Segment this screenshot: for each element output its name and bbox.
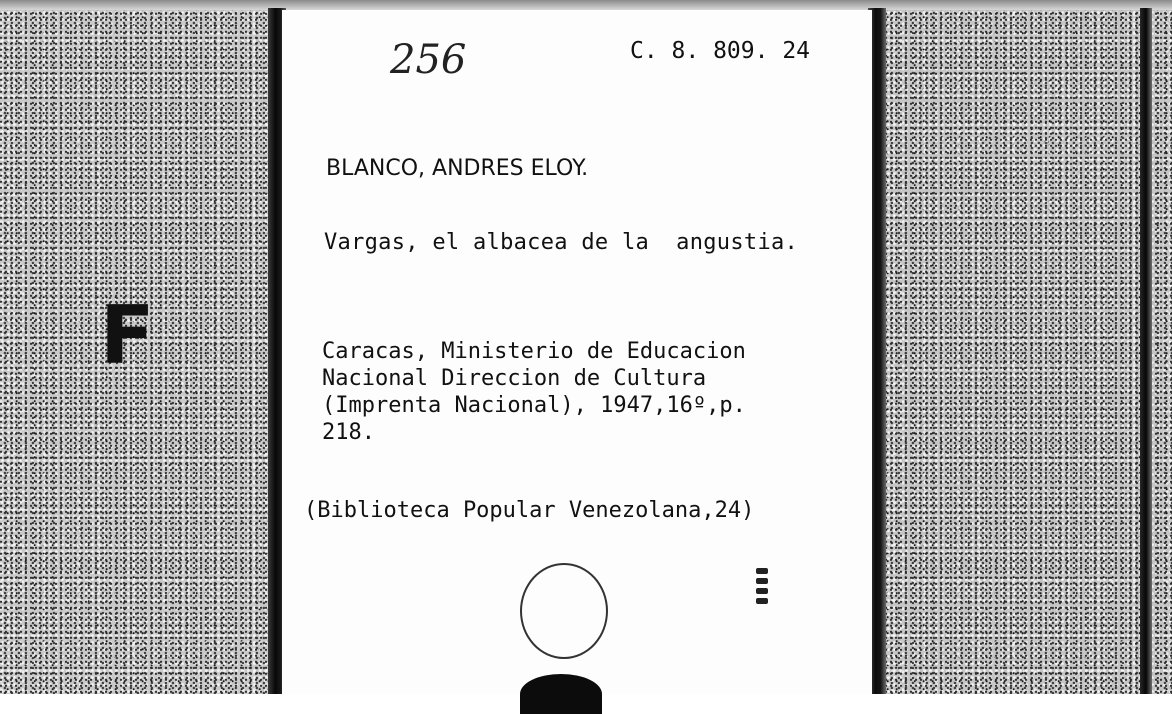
book-title: Vargas, el albacea de la angustia. [324, 230, 799, 255]
punch-hole-shadow [520, 674, 602, 714]
stray-mark: ᵕ [1044, 136, 1050, 152]
imprint: Caracas, Ministerio de Educacion Nacional Direccion de Cultura (Imprenta Nacional), 1947,16º,p. 218. [322, 339, 746, 445]
right-background-card [880, 0, 1172, 694]
punch-hole [520, 563, 608, 659]
top-shadow [0, 0, 1172, 10]
drawer-letter: F [100, 289, 155, 382]
margin-mark [756, 568, 768, 608]
card-number: 256 [390, 37, 467, 83]
far-right-card-edge [1140, 8, 1152, 694]
call-number: C. 8. 809. 24 [630, 38, 811, 64]
series-note: (Biblioteca Popular Venezolana,24) [304, 498, 755, 523]
catalog-card [282, 10, 872, 694]
author-heading: BLANCO, ANDRES ELOY. [326, 156, 589, 181]
